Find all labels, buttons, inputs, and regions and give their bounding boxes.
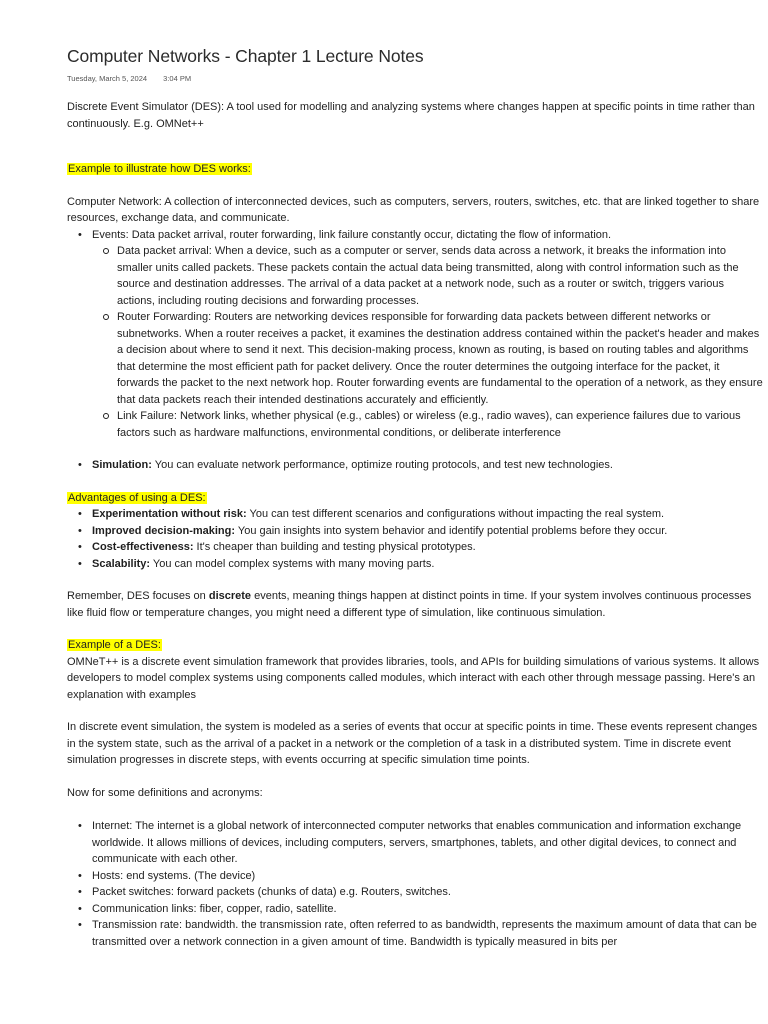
advantages-list bbox=[67, 506, 763, 572]
advantage-label: Experimentation without risk: bbox=[92, 508, 247, 520]
list-item: • Hosts: end systems. (The device) bbox=[67, 868, 763, 885]
list-item: Router Forwarding: Routers are networking devices responsible for forwarding data packets between different networks or subnetworks. When a router receives a packet, it examines the destination address contained within the packet's header and makes a decision about where to send it next. This decision-making process, known as routing, is based on routing tables and algorithms that determine the most efficient path for packet delivery. Once the router determines the outgoing interface for the packet, it forwards the packet to the next network hop. Router forwarding events are fundamental to the operation of a network, as they ensure that data packets reach their intended destinations accurately and efficiently. bbox=[92, 309, 763, 408]
list-item bbox=[67, 457, 763, 474]
list-item bbox=[67, 227, 763, 442]
advantage-label: Cost-effectiveness: bbox=[92, 541, 194, 553]
list-item: • Internet: The internet is a global network of interconnected computer networks that enables communication and information exchange worldwide. It allows millions of devices, including computers, servers, smartphones, tablets, and other digital devices, to connect and communicate with each other. bbox=[67, 818, 763, 868]
page-title: Computer Networks - Chapter 1 Lecture Notes bbox=[67, 46, 424, 66]
list-item: • Transmission rate: bandwidth. the transmission rate, often referred to as bandwidth, represents the maximum amount of data that can be transmitted over a network connection in a given amount of time. Bandwidth is typically measured in bits per bbox=[67, 917, 763, 950]
events-bullet: Events: Data packet arrival, router forwarding, link failure constantly occur, dictating the flow of information. bbox=[92, 228, 612, 241]
list-item: Data packet arrival: When a device, such as a computer or server, sends data across a network, it breaks the information into smaller units called packets. These packets contain the actual data being transmitted, along with control information such as the source and destination addresses. The arrival of a data packet at a network node, such as a router or switch, triggers various actions, including routing decisions and forwarding processes. bbox=[92, 243, 763, 309]
network-definition: Computer Network: A collection of interconnected devices, such as computers, servers, routers, switches, etc. that are linked together to share resources, exchange data, and communicate. bbox=[67, 195, 760, 224]
simulation-list bbox=[67, 457, 763, 474]
list-item bbox=[67, 506, 763, 523]
list-item bbox=[67, 523, 763, 540]
example2-heading: Example of a DES: bbox=[68, 639, 161, 651]
omnet-paragraph: OMNeT++ is a discrete event simulation framework that provides libraries, tools, and APIs for building simulations of various systems. It allows developers to model complex systems using components called modules, which interact with each other through message passing. Here's an explanation with examples bbox=[67, 655, 760, 701]
advantage-text: You can test different scenarios and configurations without impacting the real system. bbox=[246, 508, 665, 520]
note-date: Tuesday, March 5, 2024 bbox=[67, 74, 148, 83]
remember-text: events, meaning things happen at distinct points in time. If your system involves continuous processes like fluid flow or temperature changes, you might need a different type of simulation, like continuous simulation. bbox=[67, 590, 752, 619]
advantages-heading: Advantages of using a DES: bbox=[68, 491, 206, 504]
advantage-text: You gain insights into system behavior and identify potential problems before they occur. bbox=[235, 524, 668, 537]
events-list bbox=[67, 227, 763, 442]
intro-paragraph: Discrete Event Simulator (DES): A tool used for modelling and analyzing systems where changes happen at specific points in time rather than continuously. E.g. OMNet++ bbox=[67, 101, 755, 130]
advantage-text: It's cheaper than building and testing physical prototypes. bbox=[193, 541, 476, 553]
list-item bbox=[67, 539, 763, 556]
simulation-text: You can evaluate network performance, optimize routing protocols, and test new technologies. bbox=[151, 459, 613, 471]
list-item: • Packet switches: forward packets (chunks of data) e.g. Routers, switches. bbox=[67, 884, 763, 901]
list-item: Link Failure: Network links, whether physical (e.g., cables) or wireless (e.g., radio waves), can experience failures due to various factors such as hardware malfunctions, environmental conditions, or deliberate interference bbox=[92, 408, 763, 441]
definitions-intro: Now for some definitions and acronyms: bbox=[67, 786, 263, 799]
list-item bbox=[67, 556, 763, 573]
advantage-label: Scalability: bbox=[92, 557, 151, 570]
advantage-label: Improved decision-making: bbox=[92, 524, 236, 537]
remember-paragraph bbox=[67, 588, 763, 621]
example-heading: Example to illustrate how DES works: bbox=[68, 163, 251, 175]
note-time: 3:04 PM bbox=[163, 74, 192, 83]
note-timestamp bbox=[67, 74, 191, 83]
simulation-label: Simulation: bbox=[92, 459, 152, 471]
advantage-text: You can model complex systems with many moving parts. bbox=[150, 557, 435, 570]
definitions-list bbox=[67, 818, 763, 950]
remember-text: Remember, DES focuses on bbox=[67, 590, 209, 602]
events-sublist bbox=[92, 243, 763, 441]
discrete-sim-paragraph: In discrete event simulation, the system is modeled as a series of events that occur at specific points in time. These events represent changes in the system state, such as the arrival of a packet in a network or the completion of a task in a distributed system. Time in discrete event simulation progresses in discrete steps, with events occurring at specific simulation time points. bbox=[67, 721, 758, 766]
list-item: • Communication links: fiber, copper, radio, satellite. bbox=[67, 901, 763, 918]
remember-bold: discrete bbox=[208, 590, 252, 602]
note-body bbox=[67, 99, 763, 950]
